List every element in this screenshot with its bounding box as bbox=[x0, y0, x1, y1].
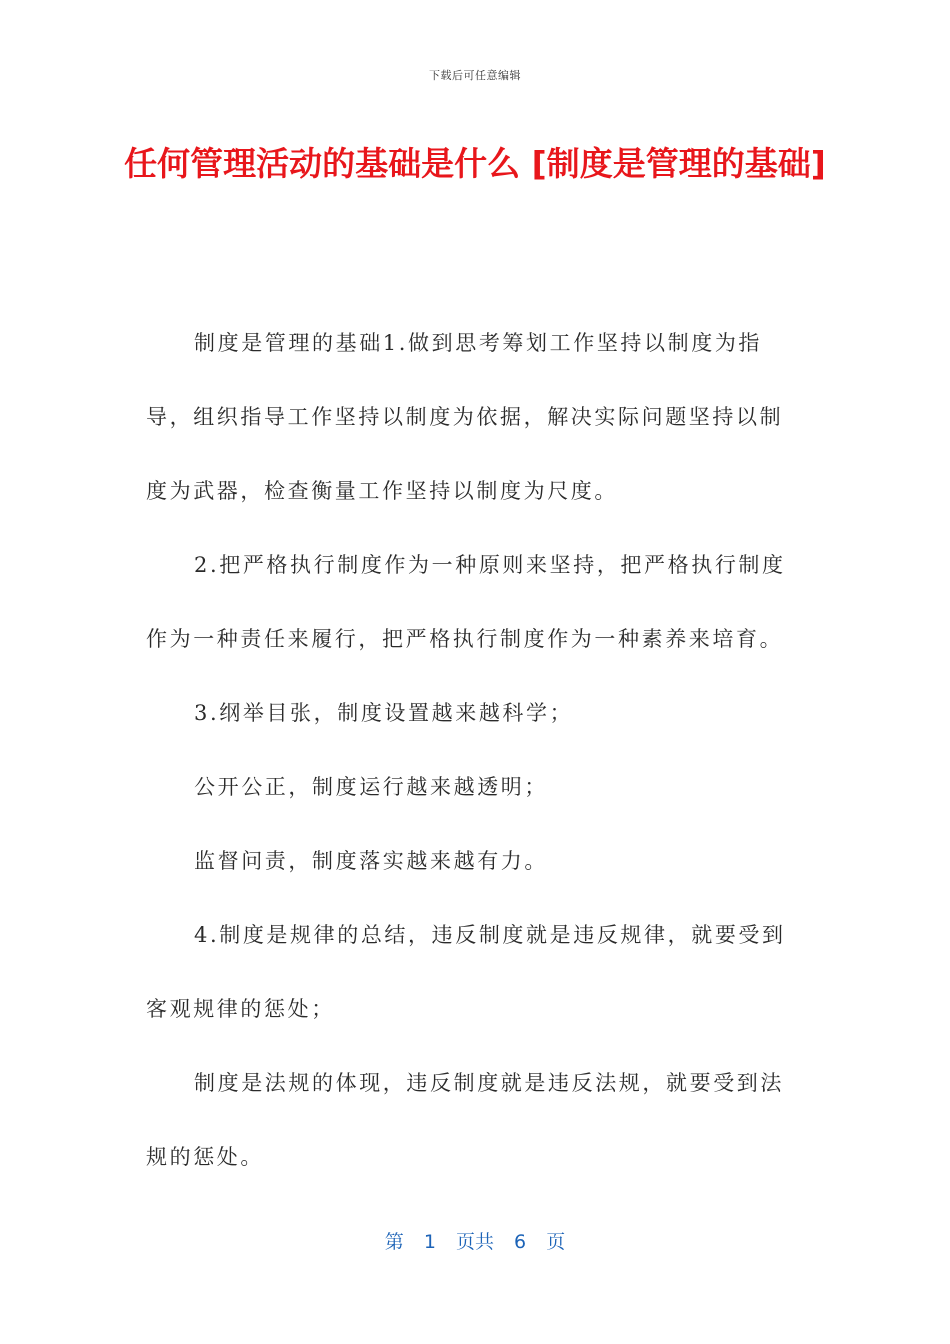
paragraph: 2.把严格执行制度作为一种原则来坚持，把严格执行制度作为一种责任来履行，把严格执行制度作为一种素养来培育。 bbox=[146, 553, 786, 651]
footer-current-page: 1 bbox=[423, 1231, 436, 1253]
document-title: 任何管理活动的基础是什么 [制度是管理的基础] bbox=[124, 144, 826, 183]
footer-middle: 页共 bbox=[455, 1231, 494, 1253]
page-footer bbox=[0, 1227, 950, 1254]
document-body bbox=[146, 306, 806, 1194]
paragraph: 制度是法规的体现，违反制度就是违反法规，就要受到法规的惩处。 bbox=[146, 1071, 784, 1169]
footer-total-pages: 6 bbox=[514, 1231, 527, 1253]
footer-prefix: 第 bbox=[384, 1231, 404, 1253]
paragraph: 3.纲举目张，制度设置越来越科学； bbox=[194, 701, 574, 725]
page-header-note: 下载后可任意编辑 bbox=[429, 69, 521, 82]
paragraph: 制度是管理的基础1.做到思考筹划工作坚持以制度为指导，组织指导工作坚持以制度为依据，解决实际问题坚持以制度为武器，检查衡量工作坚持以制度为尺度。 bbox=[146, 331, 784, 503]
paragraph: 监督问责，制度落实越来越有力。 bbox=[194, 849, 548, 873]
paragraph: 公开公正，制度运行越来越透明； bbox=[194, 775, 548, 799]
paragraph: 4.制度是规律的总结，违反制度就是违反规律，就要受到客观规律的惩处； bbox=[146, 923, 786, 1021]
footer-suffix: 页 bbox=[546, 1231, 566, 1253]
